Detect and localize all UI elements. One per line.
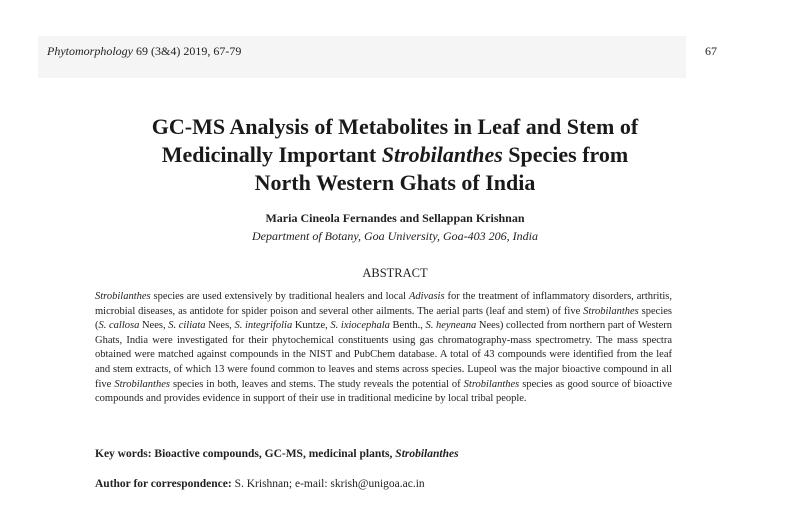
abstract-span: Benth., — [389, 320, 426, 332]
abstract-span: for the treatment of inflammatory disorders, arthritis, microbial diseases, as antidote for spider poison and several other ailments. The aerial parts (leaf and stem) of five — [95, 291, 672, 317]
abstract-span: S. ciliata — [168, 320, 206, 332]
title-genus: Strobilanthes — [381, 142, 503, 167]
abstract-span: S. ixiocephala — [330, 320, 390, 332]
abstract-span: Strobilanthes — [463, 378, 520, 390]
title-line-3: North Western Ghats of India — [254, 170, 536, 195]
title-line-2 — [0, 141, 790, 169]
keywords — [95, 448, 459, 460]
abstract-span: Nees, — [139, 320, 169, 332]
title-line-2-post: Species from — [502, 142, 629, 167]
title-line-2-pre: Medicinally Important — [161, 142, 382, 167]
abstract-span: Strobilanthes — [95, 291, 151, 302]
abstract-span: S. integrifolia — [234, 320, 293, 332]
abstract-span: Adivasis — [408, 291, 445, 302]
abstract-span: Nees, — [205, 320, 235, 332]
keywords-genus: Strobilanthes — [395, 448, 459, 460]
abstract-span: S. callosa — [98, 320, 140, 332]
correspondence-label: Author for correspondence: — [95, 478, 232, 490]
abstract-span: species ( — [95, 305, 673, 332]
abstract-span: species in both, leaves and stems. The study reveals the potential of — [169, 378, 464, 390]
affiliation: Department of Botany, Goa University, Goa-403 206, India — [252, 229, 538, 243]
abstract-span: Nees) collected from northern part of Western Ghats, India were investigated for their phytochemical constituents using gas chromatography-mass spectrometry. The mass spectra obtained were matched against compounds in the NIST and PubChem database. A total of 43 compounds were identified from the leaf and stem extracts, of which 13 were found common to leaves and stems across species. Lupeol was the major bioactive compound in all five — [95, 320, 673, 390]
keywords-label: Key words: Bioactive compounds, GC-MS, medicinal plants, — [95, 448, 396, 460]
abstract-span: species as good source of bioactive compounds and provides evidence in support of their use in traditional medicine by local tribal people. — [95, 378, 673, 405]
abstract-span: Strobilanthes — [114, 378, 170, 390]
journal-name: Phytomorphology — [47, 44, 133, 58]
page-number: 67 — [705, 44, 717, 58]
abstract-span: Kuntze, — [292, 320, 331, 332]
abstract-span: Strobilanthes — [583, 305, 639, 317]
title-line-1: GC-MS Analysis of Metabolites in Leaf and Stem of — [151, 114, 639, 139]
correspondence — [95, 478, 425, 490]
abstract-span: S. heyneana — [425, 320, 477, 332]
abstract-heading: ABSTRACT — [362, 266, 428, 280]
paper-title — [0, 113, 790, 197]
authors: Maria Cineola Fernandes and Sellappan Krishnan — [265, 211, 525, 225]
journal-volume: 69 (3&4) 2019, 67-79 — [136, 44, 242, 58]
journal-citation — [47, 44, 241, 59]
abstract-body — [95, 290, 672, 407]
abstract-span: species are used extensively by traditional healers and local — [150, 291, 409, 302]
correspondence-text: S. Krishnan; e-mail: skrish@unigoa.ac.in — [231, 478, 425, 490]
